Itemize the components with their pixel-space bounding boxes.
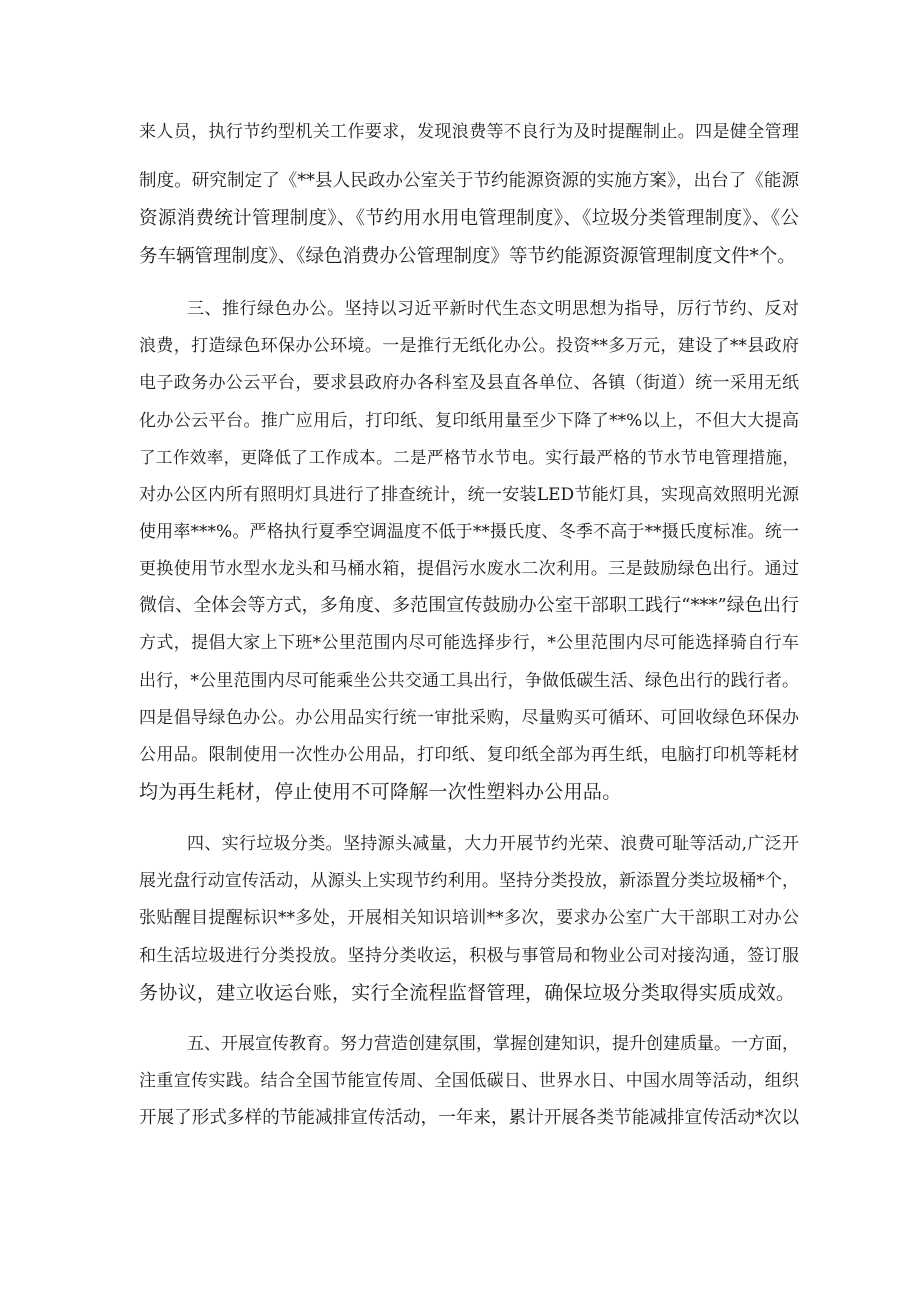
paragraph-2-line-1: 三、推行绿色办公。坚持以习近平新时代生态文明思想为指导，厉行节约、反对	[187, 299, 799, 319]
paragraph-4-line-1: 五、开展宣传教育。努力营造创建氛围，掌握创建知识，提升创建质量。一方面，	[187, 1034, 799, 1054]
paragraph-2-line-12: 四是倡导绿色办公。办公用品实行统一审批采购，尽量购买可循环、可回收绿色环保办	[139, 708, 799, 728]
paragraph-3-line-4: 和生活垃圾进行分类投放。坚持分类收运，积极与事管局和物业公司对接沟通，签订服	[139, 946, 799, 966]
paragraph-2-line-6: 对办公区内所有照明灯具进行了排查统计，统一安装LED节能灯具，实现高效照明光源	[139, 485, 799, 505]
paragraph-2-line-10: 方式，提倡大家上下班*公里范围内尽可能选择步行，*公里范围内尽可能选择骑自行车	[139, 633, 799, 653]
paragraph-3-line-5: 务协议，建立收运台账，实行全流程监督管理，确保垃圾分类取得实质成效。	[139, 982, 796, 1004]
paragraph-2-line-2: 浪费，打造绿色环保办公环境。一是推行无纸化办公。投资**多万元，建设了**县政府	[139, 336, 799, 356]
paragraph-4-line-3: 开展了形式多样的节能减排宣传活动，一年来，累计开展各类节能减排宣传活动*次以	[139, 1108, 799, 1128]
paragraph-1-line-3: 资源消费统计管理制度》、《节约用水用电管理制度》、《垃圾分类管理制度》、《公	[139, 208, 799, 229]
paragraph-1-line-2: 制度。研究制定了《**县人民政办公室关于节约能源资源的实施方案》，出台了《能源	[139, 171, 799, 191]
paragraph-4-line-2: 注重宣传实践。结合全国节能宣传周、全国低碳日、世界水日、中国水周等活动，组织	[139, 1071, 799, 1091]
paragraph-2-line-11: 出行，*公里范围内尽可能乘坐公共交通工具出行，争做低碳生活、绿色出行的践行者。	[139, 671, 799, 691]
paragraph-1-line-4: 务车辆管理制度》、《绿色消费办公管理制度》等节约能源资源管理制度文件*个。	[139, 246, 796, 267]
paragraph-3-line-1: 四、实行垃圾分类。坚持源头减量，大力开展节约光荣、浪费可耻等活动,广泛开	[187, 834, 799, 854]
paragraph-2-line-14: 均为再生耗材，停止使用不可降解一次性塑料办公用品。	[139, 781, 622, 803]
paragraph-2-line-5: 了工作效率，更降低了工作成本。二是严格节水节电。实行最严格的节水节电管理措施，	[139, 448, 799, 467]
paragraph-2-line-3: 电子政务办公云平台，要求县政府办各科室及县直各单位、各镇（街道）统一采用无纸	[139, 373, 799, 393]
paragraph-2-line-13: 公用品。限制使用一次性办公用品，打印纸、复印纸全部为再生纸，电脑打印机等耗材	[139, 745, 799, 765]
paragraph-2-line-7: 使用率***%。严格执行夏季空调温度不低于**摄氏度、冬季不高于**摄氏度标准。统一	[139, 522, 799, 542]
paragraph-1-line-1: 来人员，执行节约型机关工作要求，发现浪费等不良行为及时提醒制止。四是健全管理	[139, 122, 799, 142]
paragraph-3-line-2: 展光盘行动宣传活动，从源头上实现节约利用。坚持分类投放，新添置分类垃圾桶*个，	[139, 871, 799, 891]
paragraph-2-line-4: 化办公云平台。推广应用后，打印纸、复印纸用量至少下降了**%以上，不但大大提高	[139, 411, 799, 431]
paragraph-3-line-3: 张贴醒目提醒标识**多处，开展相关知识培训**多次，要求办公室广大干部职工对办公	[139, 908, 799, 928]
paragraph-2-line-8: 更换使用节水型水龙头和马桶水箱，提倡污水废水二次利用。三是鼓励绿色出行。通过	[139, 559, 799, 579]
paragraph-2-line-9: 微信、全体会等方式，多角度、多范围宣传鼓励办公室干部职工践行“***”绿色出行	[139, 595, 799, 616]
